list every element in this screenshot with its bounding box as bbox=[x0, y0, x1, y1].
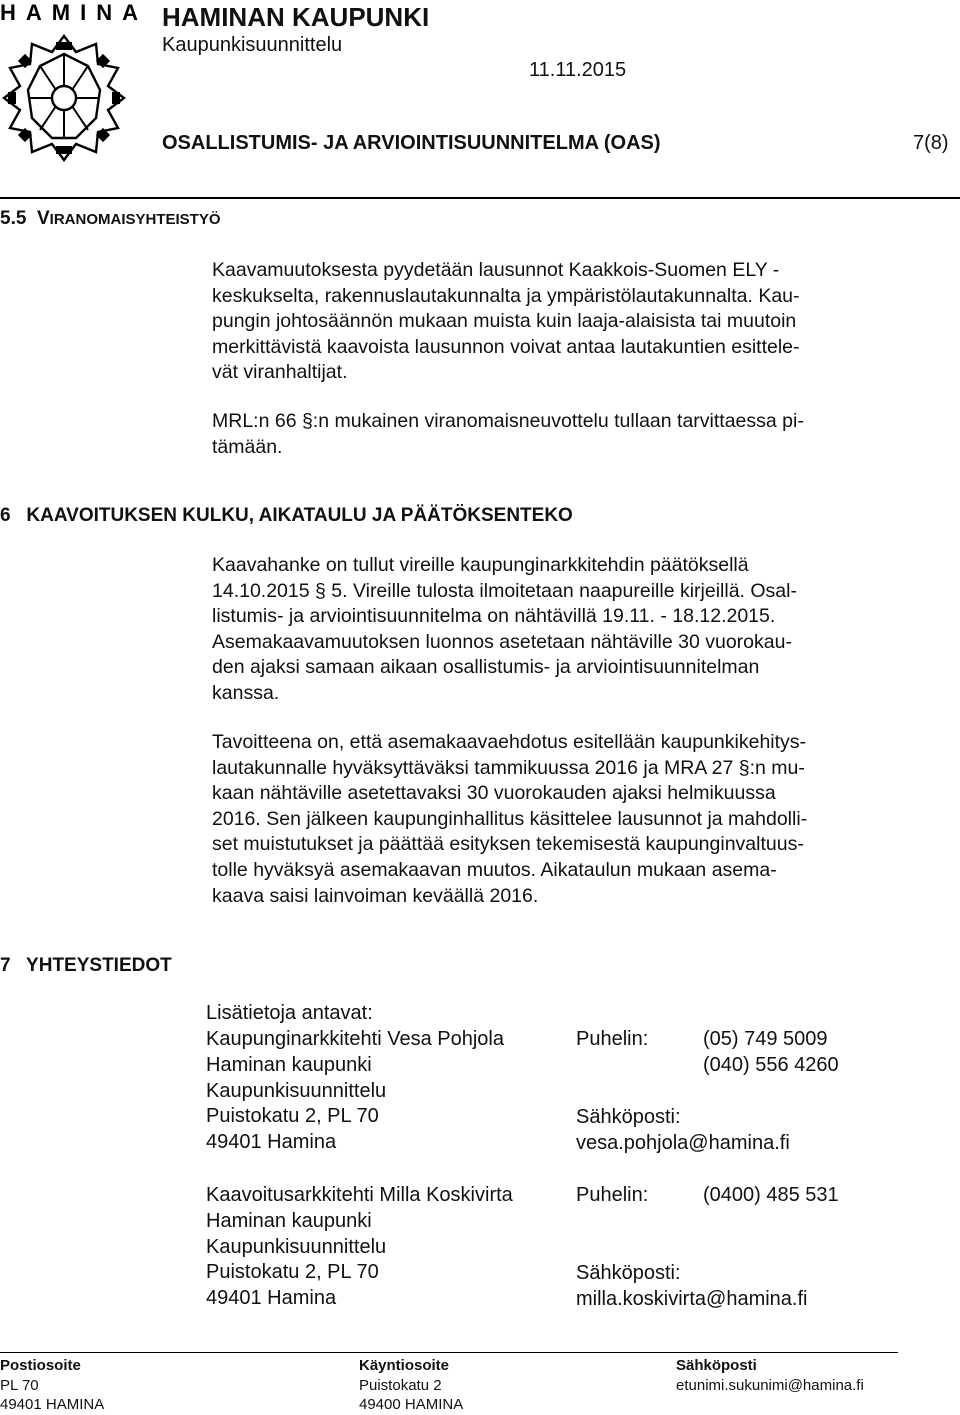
paragraph-schedule bbox=[212, 730, 902, 909]
contact-name: Kaupunginarkkitehti Vesa Pohjola bbox=[206, 1028, 504, 1050]
section-7-heading: 7 YHTEYSTIEDOT bbox=[0, 955, 172, 976]
text-line: kanssa. bbox=[212, 681, 280, 704]
text-line: set muistutukset ja päättää esityksen tekemisestä kaupunginvaltuus- bbox=[212, 833, 804, 856]
contact-email-label: Sähköposti: bbox=[576, 1262, 681, 1284]
section-number: 5.5 bbox=[0, 208, 27, 229]
footer-email bbox=[676, 1356, 864, 1395]
footer-postal-address bbox=[0, 1356, 104, 1415]
text-line: Tavoitteena on, että asemakaavaehdotus esitellään kaupunkikehitys- bbox=[212, 731, 807, 753]
text-line: pungin johtosäännön mukaan muista kuin laaja-alaisista tai muutoin bbox=[212, 310, 797, 333]
contacts-intro: Lisätietoja antavat: bbox=[206, 1002, 373, 1024]
section-title-rest: IRANOMAISYHTEISTYÖ bbox=[49, 211, 221, 228]
department-name: Kaupunkisuunnittelu bbox=[162, 34, 343, 56]
contact-card-vesa-pohjola bbox=[206, 1027, 504, 1156]
text-line: lautakunnalle hyväksyttäväksi tammikuussa 2016 ja MRA 27 §:n mu- bbox=[212, 756, 805, 779]
footer-line: 49400 HAMINA bbox=[359, 1396, 464, 1413]
logo-wordmark: HAMINA bbox=[0, 0, 148, 25]
contact-department: Kaupunkisuunnittelu bbox=[206, 1079, 387, 1102]
document-date: 11.11.2015 bbox=[529, 59, 627, 81]
text-line: listumis- ja arviointisuunnitelma on nähtävillä 19.11. - 18.12.2015. bbox=[212, 605, 776, 628]
contact-postal: 49401 Hamina bbox=[206, 1131, 337, 1154]
footer-line: PL 70 bbox=[0, 1376, 39, 1394]
contact-department: Kaupunkisuunnittelu bbox=[206, 1235, 387, 1258]
text-line: tämään. bbox=[212, 435, 283, 458]
contact-card-milla-koskivirta bbox=[206, 1183, 513, 1312]
text-line: kaava saisi lainvoiman keväällä 2016. bbox=[212, 884, 539, 907]
footer-line: Puistokatu 2 bbox=[359, 1376, 442, 1394]
paragraph-initiation bbox=[212, 553, 902, 707]
section-5-5-heading bbox=[0, 208, 221, 230]
contact-street: Puistokatu 2, PL 70 bbox=[206, 1261, 379, 1284]
phone-number: (040) 556 4260 bbox=[703, 1053, 839, 1076]
footer-divider bbox=[0, 1352, 898, 1353]
document-title: OSALLISTUMIS- JA ARVIOINTISUUNNITELMA (OAS) bbox=[162, 132, 661, 154]
city-crest-logo bbox=[0, 32, 128, 164]
text-line: merkittävistä kaavoista lausunnon voivat antaa lautakuntien esittele- bbox=[212, 335, 800, 358]
phone-number: (0400) 485 531 bbox=[703, 1184, 839, 1206]
text-line: vät viranhaltijat. bbox=[212, 361, 348, 384]
footer-email-link[interactable]: etunimi.sukunimi@hamina.fi bbox=[676, 1376, 864, 1394]
contact-org: Haminan kaupunki bbox=[206, 1209, 372, 1232]
text-line: 14.10.2015 § 5. Vireille tulosta ilmoitetaan naapureille kirjeillä. Osal- bbox=[212, 579, 797, 602]
section-6-heading: 6 KAAVOITUKSEN KULKU, AIKATAULU JA PÄÄTÖKSENTEKO bbox=[0, 505, 573, 526]
contact-name: Kaavoitusarkkitehti Milla Koskivirta bbox=[206, 1184, 513, 1206]
contact-org: Haminan kaupunki bbox=[206, 1053, 372, 1076]
contact-postal: 49401 Hamina bbox=[206, 1287, 337, 1310]
page-number: 7(8) bbox=[913, 132, 949, 154]
text-line: 2016. Sen jälkeen kaupunginhallitus käsittelee lausunnot ja mahdolli- bbox=[212, 807, 808, 830]
paragraph-authority-statements bbox=[212, 258, 902, 386]
header-divider bbox=[0, 197, 960, 199]
footer-label: Käyntiosoite bbox=[359, 1357, 450, 1374]
text-line: Kaavamuutoksesta pyydetään lausunnot Kaakkois-Suomen ELY - bbox=[212, 259, 780, 281]
footer-line: 49401 HAMINA bbox=[0, 1396, 105, 1413]
text-line: den ajaksi samaan aikaan osallistumis- ja arviointisuunnitelman bbox=[212, 656, 760, 679]
paragraph-authority-negotiation bbox=[212, 409, 902, 460]
text-line: keskukselta, rakennuslautakunnalta ja ympäristölautakunnalta. Kau- bbox=[212, 284, 800, 307]
footer-label: Sähköposti bbox=[676, 1357, 757, 1374]
contact-phone-label: Puhelin: bbox=[576, 1028, 649, 1050]
text-line: tolle hyväksyä asemakaavan muutos. Aikataulun mukaan asema- bbox=[212, 858, 777, 881]
contact-email-link[interactable]: vesa.pohjola@hamina.fi bbox=[576, 1132, 790, 1154]
contact-email-link[interactable]: milla.koskivirta@hamina.fi bbox=[576, 1288, 808, 1310]
footer-visit-address bbox=[359, 1356, 463, 1415]
contact-street: Puistokatu 2, PL 70 bbox=[206, 1105, 379, 1128]
text-line: Asemakaavamuutoksen luonnos asetetaan nähtäville 30 vuorokau- bbox=[212, 630, 792, 653]
phone-number: (05) 749 5009 bbox=[703, 1028, 828, 1050]
contact-phone-label: Puhelin: bbox=[576, 1184, 649, 1206]
footer-label: Postiosoite bbox=[0, 1357, 81, 1374]
section-title-initial: V bbox=[36, 208, 50, 229]
text-line: kaan nähtäville asetettavaksi 30 vuorokauden ajaksi helmikuussa bbox=[212, 782, 776, 805]
text-line: Kaavahanke on tullut vireille kaupunginarkkitehdin päätöksellä bbox=[212, 554, 749, 576]
text-line: MRL:n 66 §:n mukainen viranomaisneuvottelu tullaan tarvittaessa pi- bbox=[212, 410, 804, 432]
contact-phones bbox=[703, 1027, 839, 1079]
org-title: HAMINAN KAUPUNKI bbox=[162, 2, 430, 32]
contact-email-label: Sähköposti: bbox=[576, 1106, 681, 1128]
